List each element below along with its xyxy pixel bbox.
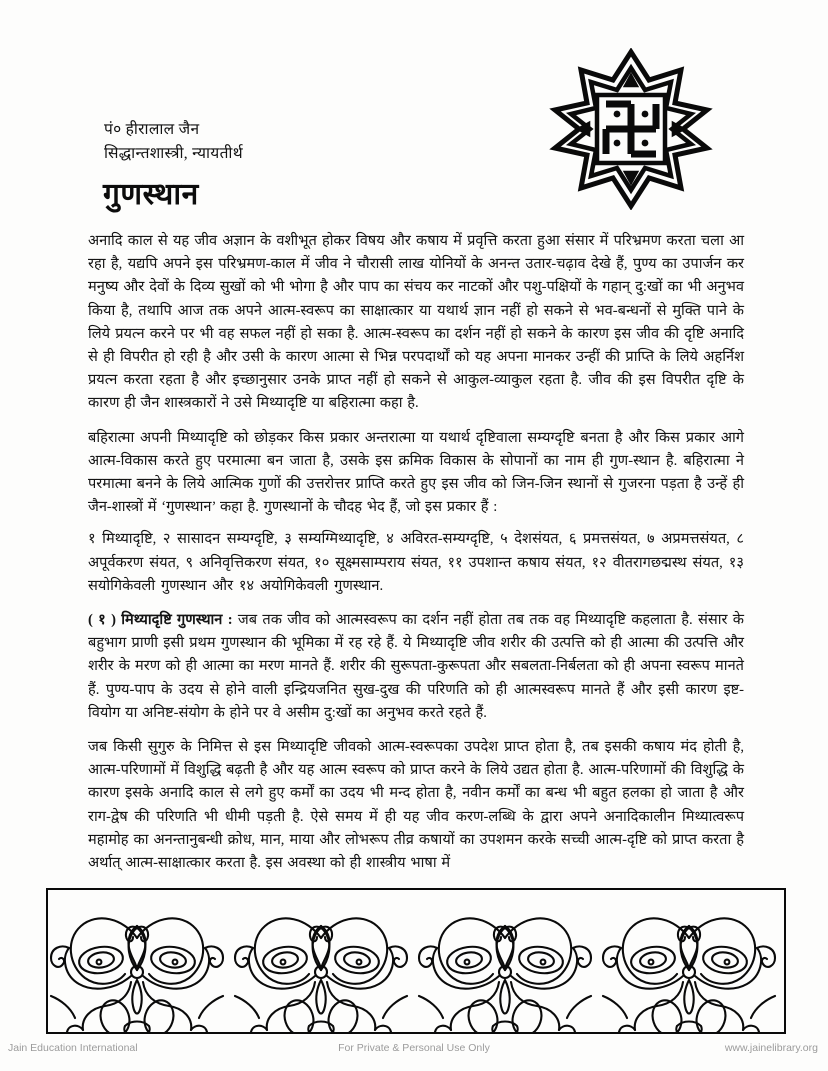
footer-website[interactable]: www.jainelibrary.org xyxy=(724,1042,818,1054)
jain-star-swastika-emblem xyxy=(545,48,717,210)
footer-usage-notice: For Private & Personal Use Only xyxy=(338,1042,490,1054)
paragraph-karana-labdhi: जब किसी सुगुरु के निमित्त से इस मिथ्यादृष्टि जीवको आत्म-स्वरूपका उपदेश प्राप्त होता है, तब इसकी कषाय मंद होती है, आत्म-परिणामों में विशुद्धि बढ़ती है और यह आत्म स्वरूप को प्राप्त करने के लिये उद्यत होता है. आत्म-परिणामों की विशुद्धि के कारण इसके अनादि काल से लगे हुए कर्मों का उदय भी मन्द होता है, नवीन कर्मों का बन्ध भी बहुत हलका हो जाता है और राग-द्वेष की परिणति भी धीमी पड़ती है. ऐसे समय में ही यह जीव करण-लब्धि के द्वारा अपने अनादिकालीन मिथ्यात्वरूप महामोह का अनन्तानुबन्धी क्रोध, मान, माया और लोभरूप तीव्र कषायों का उपशमन करके सच्ची आत्म-दृष्टि को प्राप्त करता है अर्थात् आत्म-साक्षात्कार करता है. इस अवस्था को ही शास्त्रीय भाषा में xyxy=(88,739,744,872)
gunasthana-fourteen-list: १ मिथ्यादृष्टि, २ सासादन सम्यग्दृष्टि, ३ सम्यग्मिथ्यादृष्टि, ४ अविरत-सम्यग्दृष्टि, ५ देशसंयत, ६ प्रमत्तसंयत, ७ अप्रमत्तसंयत, ८ अपूर्वकरण संयत, ९ अनिवृत्तिकरण संयत, १० सूक्ष्मसाम्पराय संयत, ११ उपशान्त कषाय संयत, १२ वीतरागछद्मस्थ संयत, १३ सयोगिकेवली गुणस्थान और १४ अयोगिकेवली गुणस्थान. xyxy=(88,531,744,594)
section-body: जब तक जीव को आत्मस्वरूप का दर्शन नहीं होता तब तक वह मिथ्यादृष्टि कहलाता है. संसार के बहुभाग प्राणी इसी प्रथम गुणस्थान की भूमिका में रह रहे हैं. ये मिथ्यादृष्टि जीव शरीर की उत्पत्ति को ही आत्मा की उत्पत्ति और शरीर के मरण को ही आत्मा का मरण मानते हैं. शरीर की सुरूपता-कुरूपता और सबलता-निर्बलता को ही अपना स्वरूप मानते हैं. पुण्य-पाप के उदय से होने वाली इन्द्रियजनित सुख-दुख की परिणति को ही आत्मस्वरूप मानते हैं और इसी कारण इष्ट-वियोग या अनिष्ट-संयोग के होने पर वे असीम दु:खों का अनुभव करते रहते हैं. xyxy=(88,612,744,721)
floral-scrollwork-band xyxy=(46,888,786,1034)
section-mithyadrishti xyxy=(88,609,744,725)
page-footer xyxy=(0,1040,828,1062)
paragraph-intro: अनादि काल से यह जीव अज्ञान के वशीभूत होकर विषय और कषाय में प्रवृत्ति करता हुआ संसार में परिभ्रमण करता चला आ रहा है, यद्यपि अपने इस परिभ्रमण-काल में जीव ने चौरासी लाख योनियों के अनन्त उतार-चढ़ाव देखे हैं, पुण्य का उपार्जन कर मनुष्य और देवों के दिव्य सुखों को भी भोगा है और पाप का संचय कर नाटकों और पशु-पक्षियों के गहान् दु:खों का भी अनुभव किया है, तथापि आज तक अपने आत्म-स्वरूप का साक्षात्कार या यथार्थ ज्ञान नहीं हो सकने से भव-बन्धनों से मुक्ति पाने के लिये प्रयत्न करने पर भी वह सफल नहीं हो सका है. आत्म-स्वरूप का दर्शन नहीं हो सकने के कारण इस जीव की दृष्टि अनादि से ही विपरीत हो रही है और उसी के कारण आत्मा से भिन्न परपदार्थों को यह अपना मानकर उन्हीं की प्राप्ति के लिये अहर्निश प्रयत्न करता रहता है और इच्छानुसार उनके प्राप्त नहीं हो सकने से आकुल-व्याकुल रहता है. जीव की इस विपरीत दृष्टि के कारण ही जैन शास्त्रकारों ने उसे मिथ्यादृष्टि या बहिरात्मा कहा है. xyxy=(88,233,744,412)
author-byline xyxy=(104,118,434,166)
author-name: पं० हीरालाल जैन xyxy=(104,121,200,138)
author-credentials: सिद्धान्तशास्त्री, न्यायतीर्थ xyxy=(104,145,243,163)
section-heading: ( १ ) मिथ्यादृष्टि गुणस्थान : xyxy=(88,612,233,629)
paragraph-bahiratma: बहिरात्मा अपनी मिथ्यादृष्टि को छोड़कर किस प्रकार अन्तरात्मा या यथार्थ दृष्टिवाला सम्यग्दृष्टि बनता है और किस प्रकार आगे आत्म-विकास करते हुए परमात्मा बन जाता है, उसके इस क्रमिक विकास के सोपानों का नाम ही गुण-स्थान है. बहिरात्मा ने परमात्मा बनने के लिये आत्मिक गुणों की उत्तरोत्तर प्राप्ति करते हुए इस जीव को जिन-जिन स्थानों से गुजरना पड़ता है उन्हें ही जैन-शास्त्रों में ‘गुणस्थान’ कहा है. गुणस्थानों के चौदह भेद हैं, जो इस प्रकार हैं : xyxy=(88,429,744,516)
footer-organization: Jain Education International xyxy=(8,1042,138,1054)
page-title: गुणस्थान xyxy=(103,178,199,211)
body-text-column xyxy=(88,230,744,886)
